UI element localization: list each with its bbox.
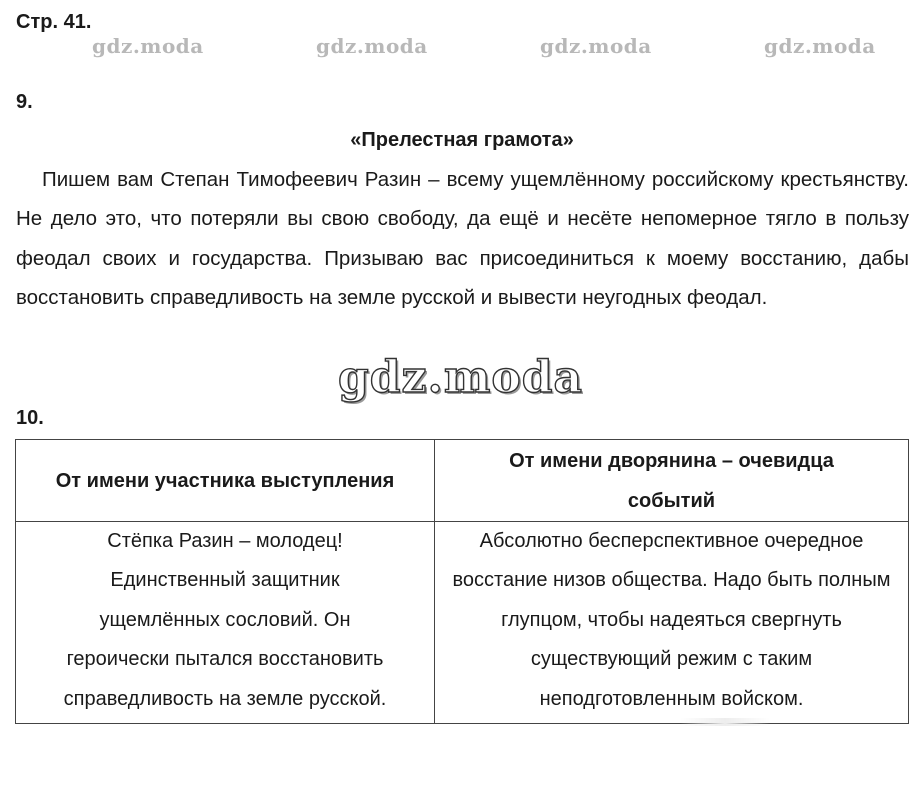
table-header-cell [16, 440, 435, 522]
header-participant: От имени участника выступления [55, 469, 395, 492]
watermark: gdz.moda [540, 34, 652, 58]
comparison-table [15, 439, 909, 724]
header-nobleman: От имени дворянина – очевидца событий [509, 449, 834, 512]
task-9-title: «Прелестная грамота» [350, 129, 574, 151]
nobleman-opinion: Абсолютно бесперспективное очередное восстание низов общества. Надо быть полным глупцом, чтобы надеяться свергнуть существующий режим с таким неподготовленным войском. [452, 530, 891, 710]
table-header-row [16, 440, 909, 522]
table-cell [16, 522, 435, 724]
watermark: gdz.moda [92, 34, 204, 58]
watermark: gdz.moda [764, 34, 876, 58]
watermark-large: gdz.moda [338, 352, 584, 403]
table-row [16, 522, 909, 724]
task-9-number: 9. [16, 91, 33, 113]
table-cell [435, 522, 909, 724]
participant-opinion: Стёпка Разин – молодец! Единственный защитник ущемлённых сословий. Он героически пытался восстановить справедливость на земле русской. [63, 530, 387, 710]
table-header-cell [435, 440, 909, 522]
task-10-number: 10. [16, 407, 44, 429]
task-9-text: Пишем вам Степан Тимофеевич Разин – всему ущемлённому российскому крестьянству. Не дело это, что потеряли вы свою свободу, да ещё и несёте непомерное тягло в пользу феодал своих и государства. Призываю вас присоединиться к моему восстанию, дабы восстановить справедливость на земле русской и вывести неугодных феодал. [16, 168, 909, 310]
scan-artifact [680, 718, 770, 726]
watermark: gdz.moda [316, 34, 428, 58]
page-number-heading: Стр. 41. [16, 11, 92, 33]
